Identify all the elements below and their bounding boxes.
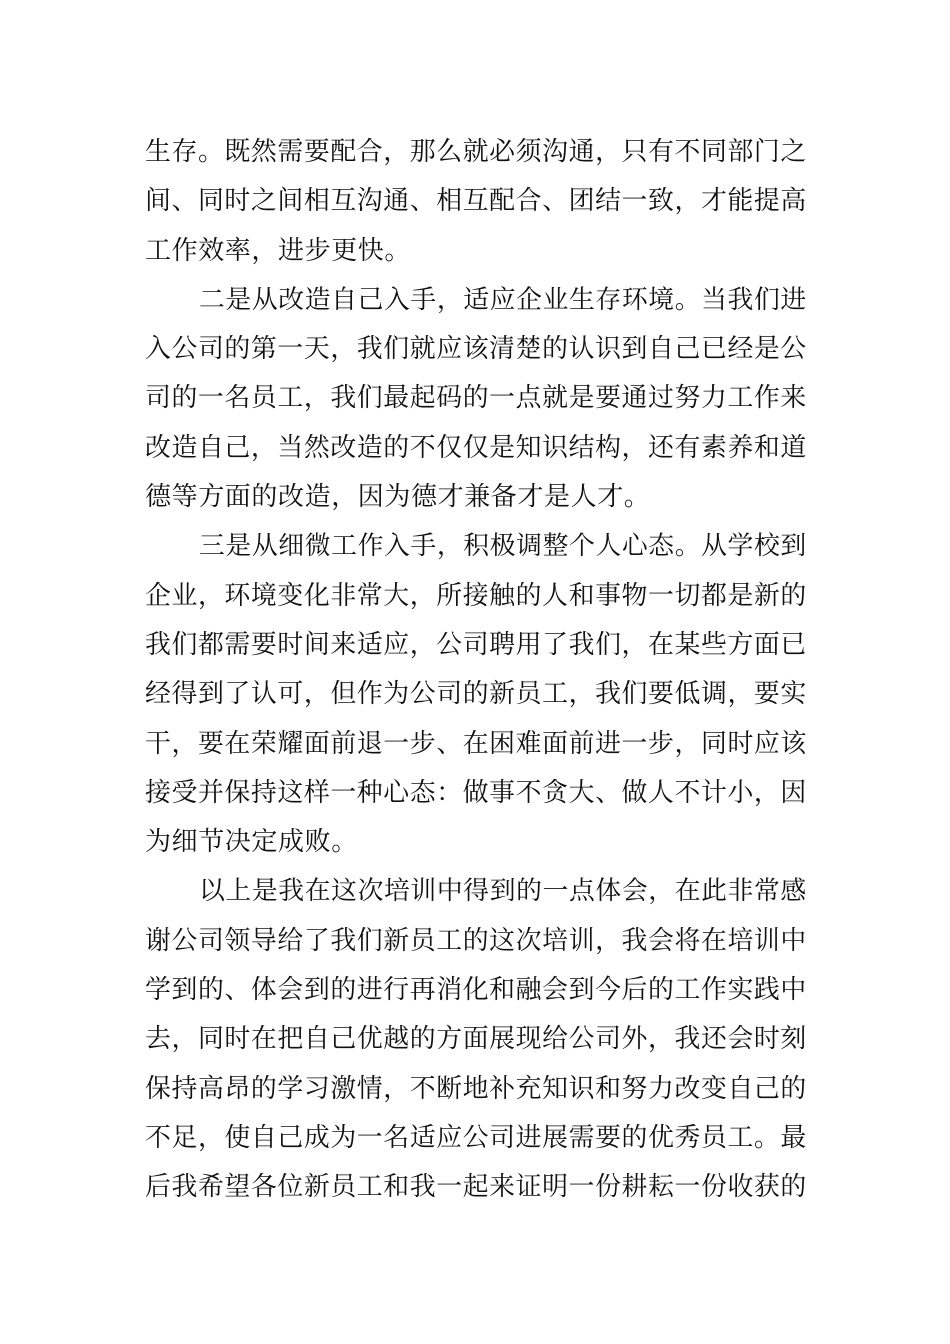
- text-line: 接受并保持这样一种心态：做事不贪大、做人不计小，因: [145, 777, 807, 808]
- text-line: 干，要在荣耀面前退一步、在困难面前进一步，同时应该: [145, 728, 807, 759]
- text-line: 经得到了认可，但作为公司的新员工，我们要低调，要实: [145, 679, 807, 710]
- text-line: 德等方面的改造，因为德才兼备才是人才。: [145, 482, 651, 513]
- text-line: 不足，使自己成为一名适应公司进展需要的优秀员工。最: [145, 1122, 807, 1153]
- text-line: 企业，环境变化非常大，所接触的人和事物一切都是新的: [145, 580, 807, 611]
- text-line: 生存。既然需要配合，那么就必须沟通，只有不同部门之: [145, 137, 807, 167]
- paragraph-start-line: 二是从改造自己入手，适应企业生存环境。当我们进: [199, 284, 807, 315]
- text-line: 工作效率，进步更快。: [145, 235, 412, 266]
- paragraph-start-line: 以上是我在这次培训中得到的一点体会，在此非常感: [199, 876, 807, 907]
- text-line: 改造自己，当然改造的不仅仅是知识结构，还有素养和道: [145, 432, 807, 463]
- text-line: 间、同时之间相互沟通、相互配合、团结一致，才能提高: [145, 186, 807, 217]
- text-line: 学到的、体会到的进行再消化和融会到今后的工作实践中: [145, 975, 807, 1006]
- text-line: 谢公司领导给了我们新员工的这次培训，我会将在培训中: [145, 925, 807, 956]
- text-line: 保持高昂的学习激情，不断地补充知识和努力改变自己的: [145, 1073, 807, 1104]
- text-line: 我们都需要时间来适应，公司聘用了我们，在某些方面已: [145, 629, 807, 660]
- text-line: 为细节决定成败。: [145, 827, 358, 858]
- text-line: 后我希望各位新员工和我一起来证明一份耕耘一份收获的: [145, 1172, 807, 1203]
- paragraph-start-line: 三是从细微工作入手，积极调整个人心态。从学校到: [199, 531, 807, 562]
- text-line: 入公司的第一天，我们就应该清楚的认识到自己已经是公: [145, 334, 807, 365]
- document-body: [145, 128, 807, 1213]
- text-line: 去，同时在把自己优越的方面展现给公司外，我还会时刻: [145, 1024, 807, 1055]
- text-line: 司的一名员工，我们最起码的一点就是要通过努力工作来: [145, 383, 807, 414]
